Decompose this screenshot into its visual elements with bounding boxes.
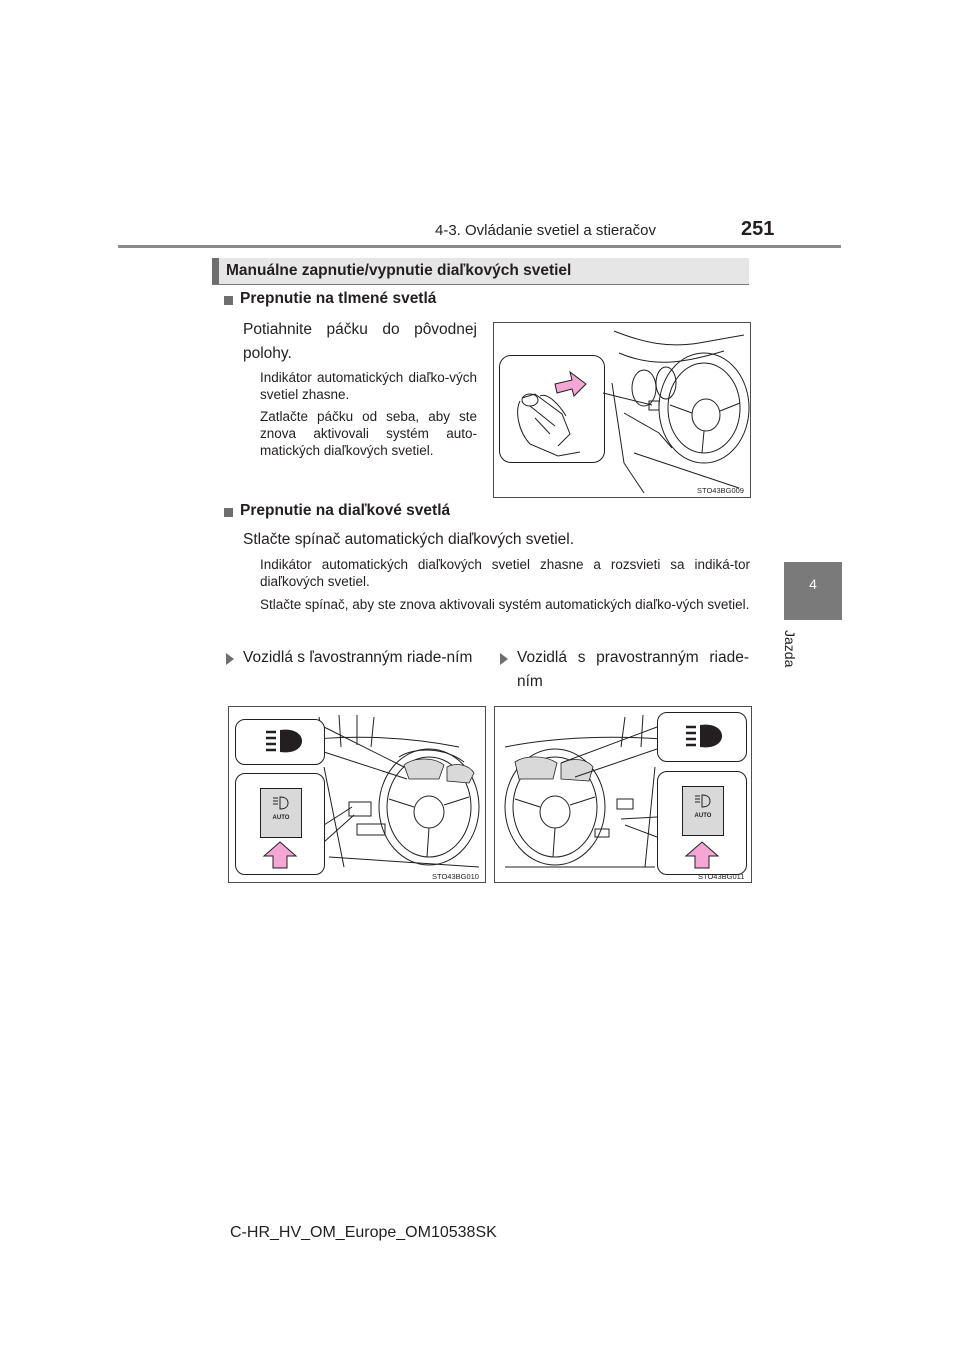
block2-note2: Stlačte spínač, aby ste znova aktivovali systém automatických diaľko-vých svetiel. bbox=[260, 597, 750, 612]
page-number: 251 bbox=[741, 218, 775, 240]
auto-switch-inset bbox=[235, 773, 325, 875]
block2-heading: Prepnutie na diaľkové svetlá bbox=[240, 502, 451, 519]
chapter-label: Jazda bbox=[782, 630, 798, 668]
chapter-number: 4 bbox=[809, 576, 817, 592]
high-beam-inset bbox=[657, 712, 747, 762]
variant-right-label: Vozidlá s pravostranným riade-ním bbox=[517, 649, 749, 690]
bullet-square-icon bbox=[224, 508, 233, 517]
section-title-underline bbox=[212, 284, 749, 285]
rhd-figure bbox=[494, 706, 752, 883]
auto-label: AUTO bbox=[694, 813, 712, 819]
chapter-label-wrap bbox=[770, 630, 856, 670]
high-beam-inset bbox=[235, 719, 325, 765]
figure-code: STO43BG009 bbox=[697, 486, 744, 495]
section-title: Manuálne zapnutie/vypnutie diaľkových svetiel bbox=[226, 262, 572, 279]
block1-note2: Zatlačte páčku od seba, aby ste znova aktivovali systém auto-matických diaľkových svetiel. bbox=[260, 409, 477, 458]
section-title-marker bbox=[212, 258, 219, 284]
auto-high-beam-icon bbox=[271, 795, 291, 811]
high-beam-icon bbox=[236, 720, 324, 764]
block2-main-text: Stlačte spínač automatických diaľkových svetiel. bbox=[243, 531, 575, 548]
pink-up-arrow-icon bbox=[684, 840, 720, 870]
auto-switch-inset bbox=[657, 771, 747, 875]
triangle-bullet-icon bbox=[226, 653, 234, 665]
footer-document-code: C-HR_HV_OM_Europe_OM10538SK bbox=[230, 1224, 497, 1241]
figure-code: STO43BG010 bbox=[432, 872, 479, 881]
running-header: 4-3. Ovládanie svetiel a stieračov bbox=[435, 222, 656, 239]
variant-left-label: Vozidlá s ľavostranným riade-ním bbox=[243, 649, 473, 666]
auto-high-beam-button bbox=[260, 788, 302, 838]
block1-main-text: Potiahnite páčku do pôvodnej polohy. bbox=[243, 321, 477, 362]
block1-note1: Indikátor automatických diaľko-vých svetiel zhasne. bbox=[260, 370, 477, 402]
bullet-square-icon bbox=[224, 296, 233, 305]
block2-note1: Indikátor automatických diaľkových svetiel zhasne a rozsvieti sa indiká-tor diaľkových svetiel. bbox=[260, 557, 750, 589]
header-rule bbox=[118, 245, 841, 248]
lever-figure bbox=[493, 322, 751, 498]
auto-high-beam-button bbox=[682, 786, 724, 836]
auto-high-beam-icon bbox=[693, 793, 713, 809]
figure-code: STO43BG011 bbox=[698, 872, 745, 881]
block1-heading: Prepnutie na tlmené svetlá bbox=[240, 290, 437, 307]
pink-up-arrow-icon bbox=[262, 840, 298, 870]
high-beam-icon bbox=[658, 713, 746, 761]
auto-label: AUTO bbox=[272, 815, 290, 821]
triangle-bullet-icon bbox=[500, 653, 508, 665]
lhd-figure bbox=[228, 706, 486, 883]
